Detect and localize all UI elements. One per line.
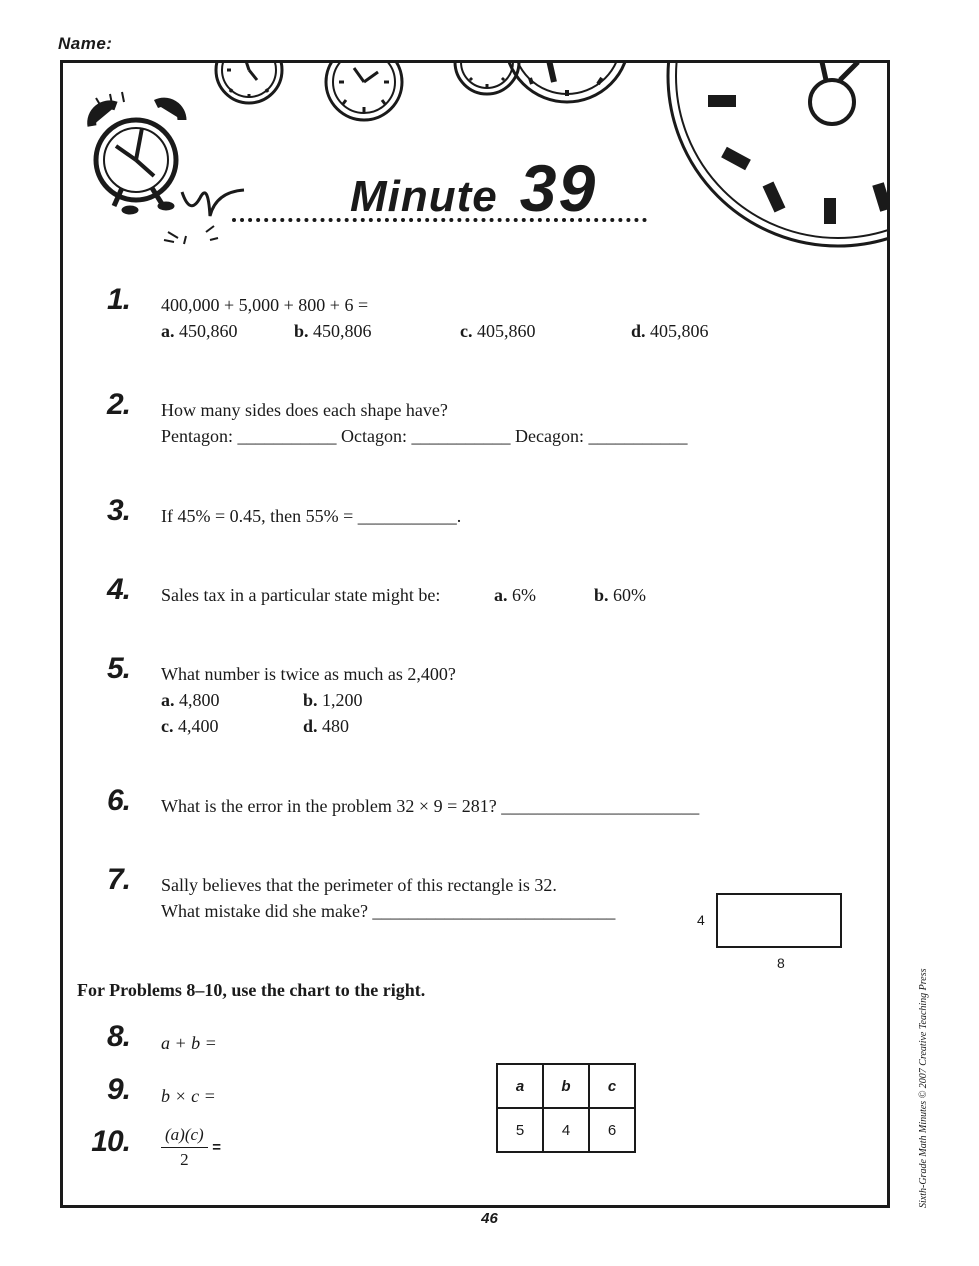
clock-icon-small-4: [505, 0, 629, 102]
title-word: Minute: [350, 172, 498, 221]
option-a: a. 6%: [494, 585, 536, 605]
question-5: [161, 661, 456, 739]
copyright-notice: Sixth-Grade Math Minutes © 2007 Creative Teaching Press: [918, 968, 929, 1208]
question-9-text: b × c =: [161, 1086, 216, 1106]
question-4-text: Sales tax in a particular state might be:: [161, 585, 441, 605]
question-10-equals: =: [212, 1139, 221, 1156]
option-b: b. 1,200: [303, 690, 363, 710]
option-b: b. 450,806: [294, 321, 372, 341]
chart-value-a: 5: [497, 1108, 543, 1152]
question-number-4: 4.: [106, 573, 130, 606]
clock-icon-small-2: [326, 44, 402, 120]
question-5-text: What number is twice as much as 2,400?: [161, 664, 456, 684]
question-5-options-row-1: [161, 687, 456, 713]
question-5-options-row-2: [161, 713, 456, 739]
title-number: 39: [519, 151, 598, 225]
rectangle-width-label: 8: [777, 955, 785, 971]
question-number-9: 9.: [106, 1073, 130, 1106]
option-b: b. 60%: [594, 585, 647, 605]
question-number-5: 5.: [106, 652, 130, 685]
fraction-denominator: 2: [180, 1150, 189, 1169]
question-number-6: 6.: [106, 784, 130, 817]
option-d: d. 480: [303, 716, 350, 736]
question-1-options: [161, 318, 709, 344]
chart-value-b: 4: [543, 1108, 589, 1152]
question-7-text: Sally believes that the perimeter of this rectangle is 32.: [161, 875, 557, 895]
chart-header-row: [497, 1064, 635, 1108]
option-c: c. 405,860: [460, 321, 536, 341]
question-6-text: What is the error in the problem 32 × 9 = 281? ______________________: [161, 796, 700, 816]
question-7: [161, 872, 615, 924]
variable-chart: [496, 1063, 636, 1153]
chart-header-c: c: [589, 1064, 635, 1108]
question-4: [161, 582, 646, 608]
question-1-text: 400,000 + 5,000 + 800 + 6 =: [161, 295, 369, 315]
clock-icon-small-1: [216, 37, 282, 103]
chart-value-c: 6: [589, 1108, 635, 1152]
question-10: [161, 1125, 221, 1170]
question-number-1: 1.: [106, 283, 130, 316]
option-a: a. 450,860: [161, 321, 238, 341]
question-number-8: 8.: [106, 1020, 130, 1053]
clock-icon-large: [668, 0, 979, 246]
question-3-text: If 45% = 0.45, then 55% = ___________.: [161, 506, 462, 526]
question-1: [161, 292, 709, 344]
chart-value-row: [497, 1108, 635, 1152]
page-number: 46: [481, 1210, 498, 1227]
question-6: [161, 793, 699, 819]
alarm-clock-icon: [92, 92, 244, 244]
name-label: Name:: [58, 34, 113, 53]
option-d: d. 405,806: [631, 321, 709, 341]
option-c: c. 4,400: [161, 716, 219, 736]
chart-header-a: a: [497, 1064, 543, 1108]
question-2-text: How many sides does each shape have?: [161, 400, 448, 420]
chart-header-b: b: [543, 1064, 589, 1108]
question-number-3: 3.: [106, 494, 130, 527]
question-number-7: 7.: [106, 863, 130, 896]
chart-instruction: For Problems 8–10, use the chart to the right.: [77, 980, 426, 1000]
question-number-10: 10.: [91, 1125, 130, 1158]
fraction-numerator: (a)(c): [161, 1125, 208, 1148]
option-a: a. 4,800: [161, 690, 220, 710]
page-title: [350, 150, 597, 226]
question-number-2: 2.: [106, 388, 130, 421]
question-2-blanks: Pentagon: ___________ Octagon: ___________ Decagon: ___________: [161, 426, 688, 446]
question-8-text: a + b =: [161, 1033, 217, 1053]
title-dotted-rule: [232, 218, 647, 222]
rectangle-height-label: 4: [697, 912, 705, 928]
rectangle-figure: [716, 893, 842, 948]
question-2: [161, 397, 687, 449]
question-7-blank: What mistake did she make? ___________________________: [161, 901, 616, 921]
fraction: [161, 1125, 208, 1170]
question-3: [161, 503, 461, 529]
